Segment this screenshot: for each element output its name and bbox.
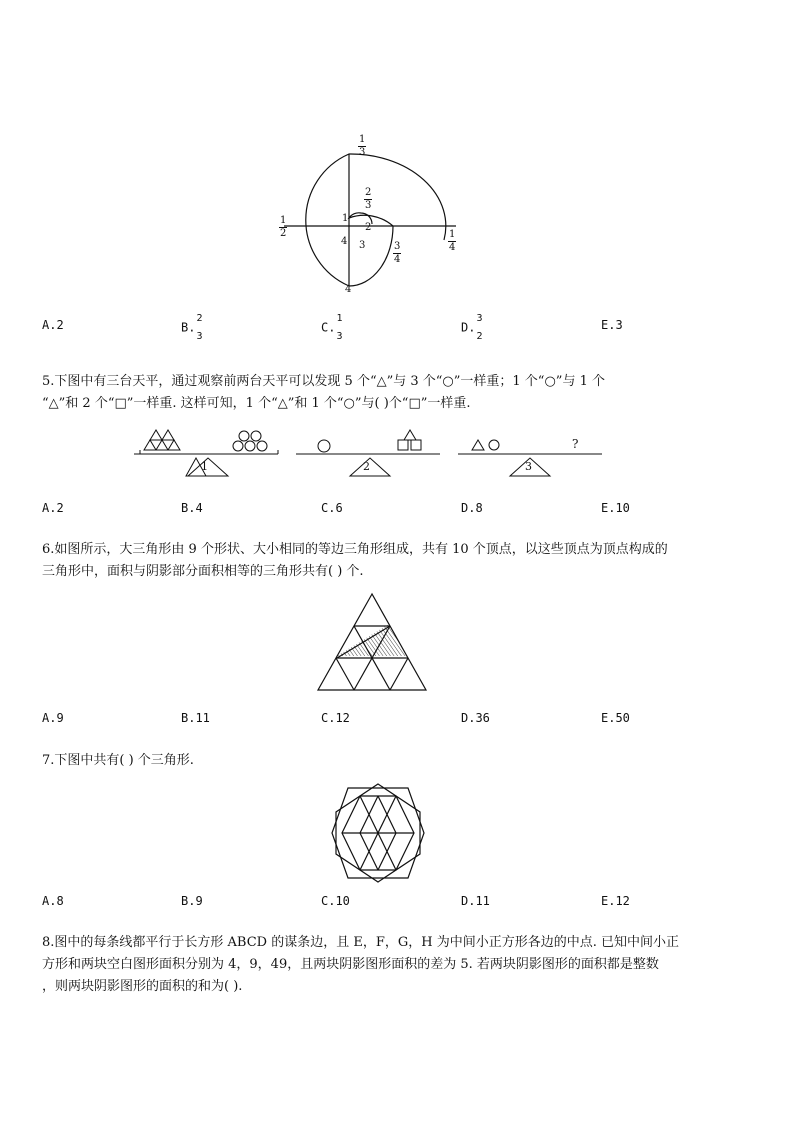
q8-line-3: ，则两块阴影图形的面积的和为( ). [42,979,243,994]
star-triangles-figure [330,782,426,884]
q5-option-c[interactable]: C.6 [321,501,343,515]
q5-option-a[interactable]: A.2 [42,501,64,515]
label-bottom: 4 [345,284,352,295]
q6-option-b[interactable]: B.11 [181,711,210,725]
q5-option-b[interactable]: B.4 [181,501,203,515]
q7-line-1: 7.下图中共有( ) 个三角形. [42,753,194,768]
q6-line-1: 6.如图所示，大三角形由 9 个形状、大小相同的等边三角形组成，共有 10 个顶点，以这些顶点为顶点构成的 [42,542,668,557]
scale-label-2: 2 [363,460,370,473]
label-right-fraction: $\frac{1}{4}$ [449,229,456,253]
q8-line-1: 8.图中的每条线都平行于长方形 ABCD 的谋条边，且 E，F，G，H 为中间小正方形各边的中点. 已知中间小正 [42,935,679,950]
q6-option-e[interactable]: E.50 [601,711,630,725]
q4-option-b[interactable]: B. 2 3 [181,313,203,342]
scale-question-mark: ? [572,437,579,451]
q4-option-d[interactable]: D. 3 2 [461,313,483,342]
q6-line-2: 三角形中，面积与阴影部分面积相等的三角形共有( ) 个. [42,564,364,579]
label-c4: 4 [341,236,348,247]
q4-option-e[interactable]: E.3 [601,318,623,332]
q7-option-c[interactable]: C.10 [321,894,350,908]
q5-option-e[interactable]: E.10 [601,501,630,515]
label-lower-fraction: $\frac{3}{4}$ [394,241,401,265]
q5-line-2: “△”和 2 个“□”一样重. 这样可知，1 个“△”和 1 个“○”与( )个“□”一样重. [42,396,471,411]
q6-option-c[interactable]: C.12 [321,711,350,725]
scale-label-3: 3 [525,460,532,473]
label-left-fraction: $\frac{1}{2}$ [280,215,287,239]
q5-option-d[interactable]: D.8 [461,501,483,515]
q7-option-b[interactable]: B.9 [181,894,203,908]
q7-option-a[interactable]: A.8 [42,894,64,908]
q6-option-d[interactable]: D.36 [461,711,490,725]
label-top-fraction: $\frac{1}{3}$ [359,134,366,158]
q8-line-2: 方形和两块空白图形面积分别为 4，9，49，且两块阴影图形面积的差为 5. 若两块阴影图形的面积都是整数 [42,957,659,972]
scale-label-1: 1 [201,460,208,473]
triangle-grid-figure [316,592,428,692]
q5-line-1: 5.下图中有三台天平，通过观察前两台天平可以发现 5 个“△”与 3 个“○”一样重；1 个“○”与 1 个 [42,374,605,389]
q7-option-e[interactable]: E.12 [601,894,630,908]
label-c2: 2 [365,222,372,233]
label-c1: 1 [342,213,349,224]
label-inner-top-fraction: $\frac{2}{3}$ [365,187,372,211]
q4-option-c[interactable]: C. 1 3 [321,313,343,342]
q4-option-a[interactable]: A.2 [42,318,64,332]
q6-option-a[interactable]: A.9 [42,711,64,725]
q7-option-d[interactable]: D.11 [461,894,490,908]
label-c3: 3 [359,240,366,251]
spiral-figure [270,128,470,300]
